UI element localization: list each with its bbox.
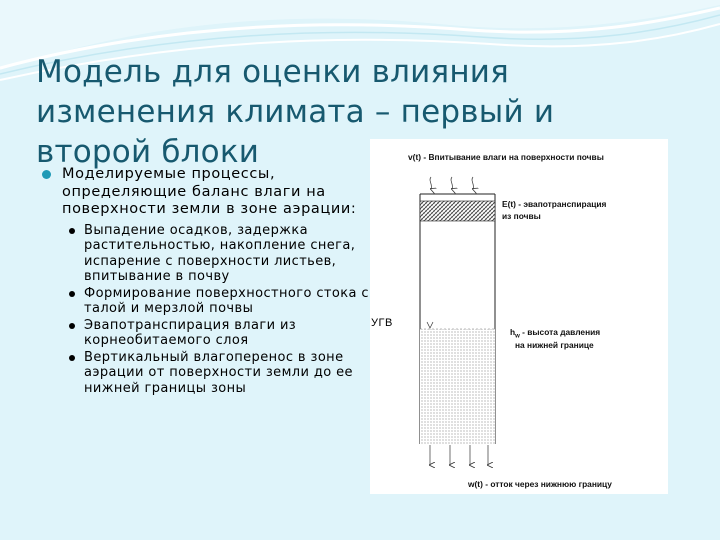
- root-zone-hatch: [420, 201, 495, 221]
- sub-bullet-dot-icon: [69, 323, 75, 329]
- sub-bullet-2: [40, 286, 370, 317]
- soil-column-diagram: [370, 139, 668, 494]
- title-line-3: второй блоки: [36, 134, 260, 170]
- bullet-main-text: Моделируемые процессы, определяющие баланс влаги на поверхности земли в зоне аэрации:: [62, 166, 357, 217]
- label-infiltration: v(t) - Впитывание влаги на поверхности почвы: [408, 152, 604, 162]
- sub-bullet-3: [40, 318, 370, 349]
- label-evapotranspiration-2: из почвы: [502, 211, 541, 221]
- water-table-marker-icon: [427, 322, 433, 328]
- water-table-label: УГВ: [371, 317, 393, 329]
- pressure-head-symbol: h: [510, 327, 516, 337]
- sub-bullet-text: Формирование поверхностного стока с талой и мерзлой почвы: [84, 285, 369, 316]
- bullet-main: [40, 166, 370, 219]
- sub-bullet-4: [40, 350, 370, 397]
- label-outflow: w(t) - отток через нижнюю границу: [468, 479, 612, 489]
- title-line-2: изменения климата – первый и: [36, 94, 555, 130]
- sub-bullet-dot-icon: [69, 355, 75, 361]
- pressure-head-subscript: w: [515, 333, 520, 340]
- label-evapotranspiration-1: E(t) - эвапотранспирация: [502, 199, 607, 209]
- bullet-dot-icon: [42, 170, 51, 179]
- sub-bullet-1: [40, 223, 370, 285]
- soil-column-drawing: [370, 139, 668, 494]
- label-pressure-head-2: на нижней границе: [515, 340, 594, 350]
- bullet-list: [40, 166, 370, 397]
- sub-bullet-dot-icon: [69, 291, 75, 297]
- sub-bullet-text: Вертикальный влагоперенос в зоне аэрации от поверхности земли до ее нижней границы зоны: [84, 349, 353, 396]
- sub-bullet-text: Эвапотранспирация влаги из корнеобитаемого слоя: [84, 317, 297, 348]
- saturated-zone: [420, 329, 495, 444]
- sub-bullet-dot-icon: [69, 228, 75, 234]
- title-line-1: Модель для оценки влияния: [36, 54, 509, 90]
- sub-bullet-text: Выпадение осадков, задержка растительностью, накопление снега, испарение с поверхности листьев, впитывание в почву: [84, 222, 356, 284]
- pressure-head-text: - высота давления: [519, 327, 601, 337]
